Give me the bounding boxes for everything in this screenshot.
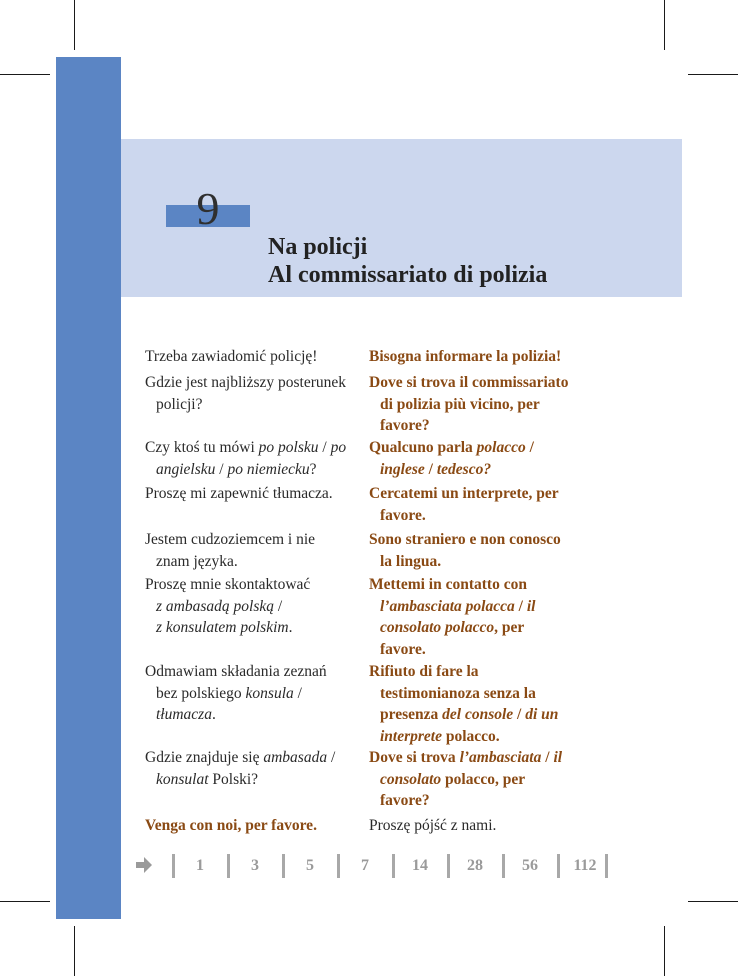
phrase-line: favore.	[380, 640, 426, 658]
phrase-line: Mettemi in contatto con	[369, 576, 527, 593]
phrase-line: favore?	[380, 417, 430, 434]
phrase-italian	[145, 815, 377, 837]
phrase-line: Proszę mi zapewnić tłumacza.	[145, 485, 333, 502]
crop-mark	[0, 74, 50, 75]
phrase-italian	[369, 346, 601, 368]
crop-mark	[74, 0, 75, 50]
phrase-line: interprete polacco.	[380, 727, 500, 745]
phrase-line: inglese / tedesco?	[380, 460, 492, 478]
page-link[interactable]: 14	[412, 857, 428, 874]
crop-mark	[688, 901, 738, 902]
crop-mark	[664, 926, 665, 976]
phrase-line: di polizia più vicino, per	[380, 395, 540, 413]
phrase-line: la lingua.	[380, 552, 442, 570]
phrase-line: Venga con noi, per favore.	[145, 817, 317, 834]
chapter-number: 9	[196, 183, 220, 234]
phrase-line: Jestem cudzoziemcem i nie	[145, 531, 316, 548]
phrase-polish	[369, 815, 584, 837]
phrase-italian	[369, 483, 601, 526]
page-link[interactable]: 112	[573, 857, 597, 874]
phrase-line: Gdzie jest najbliższy posterunek	[145, 374, 347, 391]
page-separator	[172, 854, 175, 878]
phrase-polish	[145, 372, 360, 415]
phrase-polish	[145, 437, 360, 480]
page-separator	[605, 854, 608, 878]
page-link[interactable]: 56	[522, 857, 538, 874]
chapter-title	[268, 233, 547, 289]
phrase-line: Cercatemi un interprete, per	[369, 485, 559, 502]
page-separator	[557, 854, 560, 878]
phrase-line: Bisogna informare la polizia!	[369, 348, 562, 365]
phrase-line: consolato polacco, per	[380, 770, 526, 788]
phrase-line: bez polskiego konsula /	[156, 684, 302, 702]
page-link[interactable]: 7	[361, 857, 369, 874]
page-link[interactable]: 3	[251, 857, 259, 874]
phrase-line: Dove si trova il commissariato	[369, 374, 569, 391]
chapter-title-italian: Al commissariato di polizia	[268, 262, 548, 288]
phrase-line: konsulat Polski?	[156, 770, 259, 788]
side-color-band	[56, 57, 121, 919]
phrase-line: z konsulatem polskim.	[156, 619, 293, 636]
page-separator	[392, 854, 395, 878]
phrase-polish	[145, 346, 360, 368]
crop-mark	[74, 926, 75, 976]
phrase-line: favore.	[380, 506, 426, 524]
page-link[interactable]: 1	[196, 857, 204, 874]
phrase-polish	[145, 747, 360, 790]
phrase-line: Proszę pójść z nami.	[369, 817, 497, 834]
phrase-italian	[369, 661, 601, 747]
phrase-line: Rifiuto di fare la	[369, 663, 479, 680]
phrase-polish	[145, 574, 360, 639]
phrase-line: favore?	[380, 792, 430, 809]
phrase-line: Gdzie znajduje się ambasada /	[145, 749, 336, 766]
phrase-line: Qualcuno parla polacco /	[369, 439, 534, 456]
page-separator	[282, 854, 285, 878]
phrase-italian	[369, 529, 601, 572]
page-separator	[337, 854, 340, 878]
phrase-line: l’ambasciata polacca / il	[380, 597, 536, 615]
crop-mark	[688, 74, 738, 75]
phrase-line: Odmawiam składania zeznań	[145, 663, 327, 680]
phrase-line: consolato polacco, per	[380, 619, 525, 636]
phrase-line: z ambasadą polską /	[156, 597, 283, 615]
phrase-polish	[145, 529, 360, 572]
crop-mark	[664, 0, 665, 50]
phrase-line: testimonianoza senza la	[380, 684, 536, 702]
phrase-line: Proszę mnie skontaktować	[145, 576, 311, 593]
phrase-italian	[369, 372, 601, 437]
phrase-polish	[145, 483, 360, 505]
phrase-line: Trzeba zawiadomić policję!	[145, 348, 318, 365]
phrase-line: Sono straniero e non conosco	[369, 531, 561, 548]
page-separator	[502, 854, 505, 878]
page-link[interactable]: 5	[306, 857, 314, 874]
phrase-line: tłumacza.	[156, 706, 216, 723]
phrase-line: Czy ktoś tu mówi po polsku / po	[145, 439, 347, 456]
page-link[interactable]: 28	[467, 857, 483, 874]
phrase-line: Dove si trova l’ambasciata / il	[369, 749, 563, 766]
crop-mark	[0, 901, 50, 902]
phrase-italian	[369, 747, 601, 812]
phrase-line: angielsku / po niemiecku?	[156, 460, 317, 478]
phrase-line: policji?	[156, 395, 203, 413]
page-separator	[447, 854, 450, 878]
page-separator	[227, 854, 230, 878]
arrow-right-icon[interactable]	[134, 855, 154, 875]
phrase-line: znam języka.	[156, 552, 238, 570]
phrase-italian	[369, 574, 601, 660]
page-navigation	[134, 852, 614, 880]
phrase-line: presenza del console / di un	[380, 706, 559, 723]
chapter-title-polish: Na policji	[268, 234, 368, 260]
phrase-polish	[145, 661, 360, 726]
phrase-italian	[369, 437, 601, 480]
